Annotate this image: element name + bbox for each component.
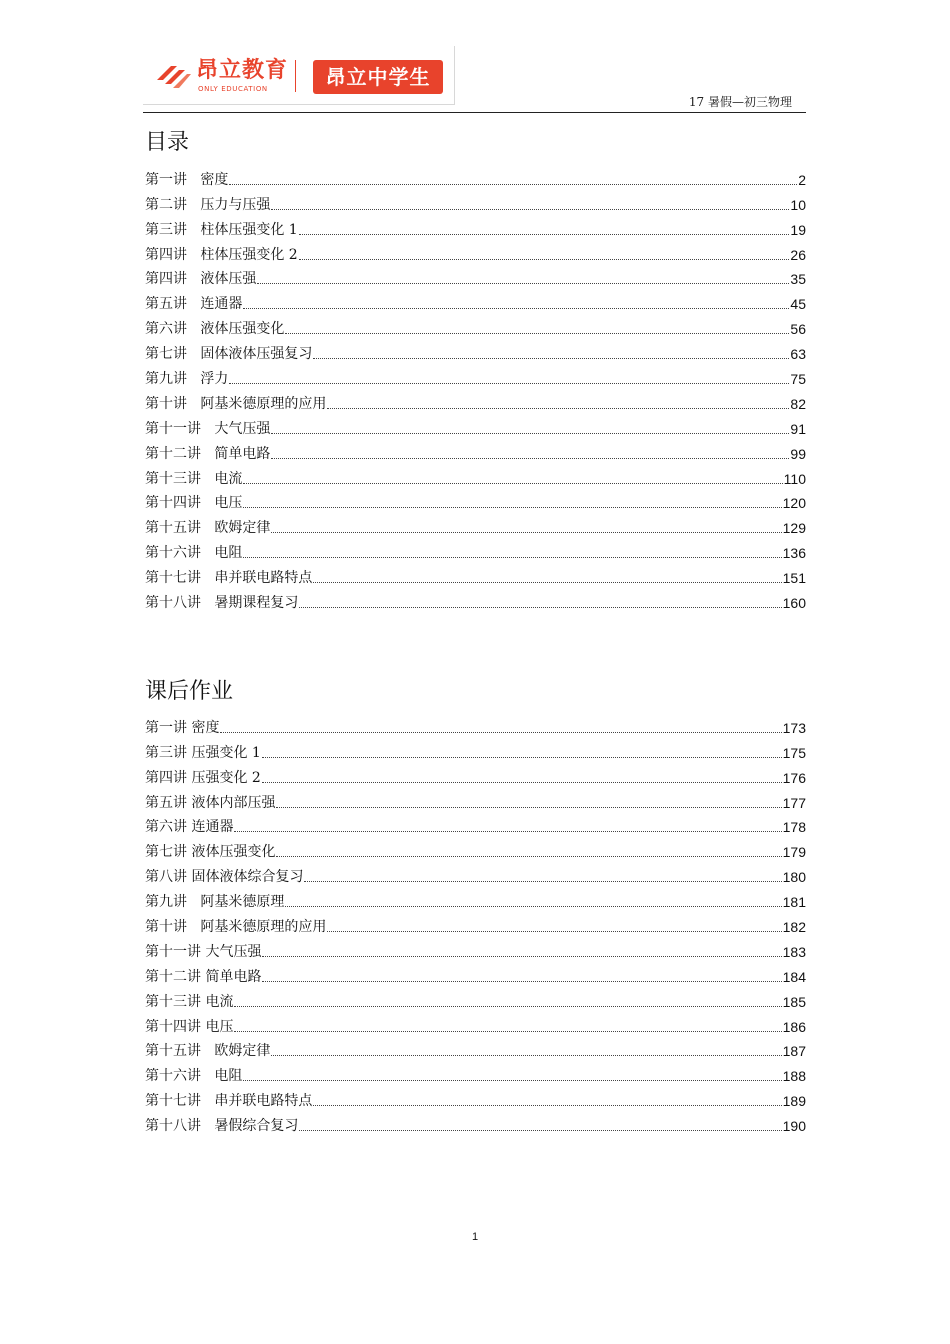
entry-page: 82 [790,395,806,412]
entry-lecture: 第十讲 [145,919,187,936]
toc-entry[interactable] [145,438,806,463]
toc-entry[interactable] [145,214,806,239]
entry-page: 189 [782,1093,806,1110]
entry-page: 173 [782,719,806,736]
entry-topic: 柱体压强变化 2 [200,246,298,263]
brand-logo-icon [153,60,193,90]
entry-lecture: 第七讲 [145,346,187,363]
dot-leader [234,1031,781,1032]
entry-lecture: 第四讲 [145,271,187,288]
dot-leader [304,881,781,882]
entry-topic: 液体压强变化 [191,844,276,861]
toc-entry[interactable] [145,911,806,936]
dot-leader [299,259,790,260]
entry-page: 190 [782,1118,806,1135]
entry-topic: 电流 [214,470,243,487]
entry-page: 56 [790,321,806,338]
dot-leader [299,1130,781,1131]
dot-leader [299,234,790,235]
dot-leader [285,333,789,334]
entry-page: 187 [782,1043,806,1060]
entry-page: 35 [790,271,806,288]
header-rule [143,112,806,113]
toc-entry[interactable] [145,1110,806,1135]
entry-page: 110 [783,470,806,487]
entry-topic: 大气压强 [214,420,271,437]
dot-leader [262,981,781,982]
toc-entry[interactable] [145,239,806,264]
dot-leader [229,184,797,185]
entry-topic: 电压 [205,1018,234,1035]
entry-topic: 阿基米德原理的应用 [200,919,327,936]
entry-topic: 柱体压强变化 1 [200,221,298,238]
toc-entry[interactable] [145,936,806,961]
page-header [143,46,806,114]
brand-subtitle: ONLY EDUCATION [198,85,268,93]
entry-page: 175 [782,744,806,761]
dot-leader [262,782,782,783]
toc-entry[interactable] [145,712,806,737]
dot-leader [271,458,789,459]
toc-entry[interactable] [145,812,806,837]
entry-page: 10 [790,196,806,213]
entry-lecture: 第七讲 [145,844,187,861]
toc-entry[interactable] [145,463,806,488]
entry-page: 26 [790,246,806,263]
entry-topic: 暑假综合复习 [214,1118,299,1135]
entry-page: 151 [782,570,806,587]
entry-topic: 阿基米德原理的应用 [200,395,327,412]
entry-topic: 连通器 [191,819,234,836]
toc-entry[interactable] [145,587,806,612]
entry-lecture: 第一讲 [145,171,187,188]
entry-lecture: 第六讲 [145,321,187,338]
toc-entry[interactable] [145,537,806,562]
toc-entry[interactable] [145,338,806,363]
toc-entry[interactable] [145,288,806,313]
entry-lecture: 第十三讲 [145,470,201,487]
entry-lecture: 第八讲 [145,869,187,886]
entry-lecture: 第十四讲 [145,495,201,512]
dot-leader [229,383,789,384]
toc-entry[interactable] [145,1036,806,1061]
entry-page: 177 [782,794,806,811]
page-number: 1 [471,1231,479,1243]
toc-entry[interactable] [145,562,806,587]
entry-lecture: 第四讲 [145,246,187,263]
entry-topic: 串并联电路特点 [214,1093,313,1110]
dot-leader [313,358,789,359]
entry-topic: 电阻 [214,1068,243,1085]
entry-page: 136 [782,545,806,562]
toc-entry[interactable] [145,961,806,986]
entry-page: 19 [790,221,806,238]
toc-entry[interactable] [145,787,806,812]
entry-topic: 串并联电路特点 [214,570,313,587]
homework-title: 课后作业 [145,679,234,704]
toc-list [145,164,806,612]
dot-leader [271,209,789,210]
entry-topic: 密度 [200,171,229,188]
entry-page: 91 [790,420,806,437]
entry-page: 45 [790,296,806,313]
toc-entry[interactable] [145,363,806,388]
entry-topic: 固体液体压强复习 [200,346,313,363]
entry-page: 180 [782,869,806,886]
dot-leader [327,408,789,409]
entry-page: 185 [782,993,806,1010]
toc-entry[interactable] [145,986,806,1011]
dot-leader [313,1105,781,1106]
dot-leader [262,757,782,758]
entry-lecture: 第五讲 [145,794,187,811]
entry-topic: 电阻 [214,545,243,562]
entry-page: 75 [790,371,806,388]
entry-lecture: 第十讲 [145,395,187,412]
dot-leader [271,1055,781,1056]
entry-lecture: 第九讲 [145,371,187,388]
dot-leader [257,283,789,284]
entry-topic: 暑期课程复习 [214,595,299,612]
entry-lecture: 第十二讲 [145,968,201,985]
toc-entry[interactable] [145,1060,806,1085]
dot-leader [271,433,789,434]
entry-topic: 密度 [191,719,220,736]
brand-badge: 昂立中学生 [313,60,443,94]
dot-leader [299,607,781,608]
entry-lecture: 第十八讲 [145,595,201,612]
entry-page: 178 [782,819,806,836]
entry-page: 176 [782,769,806,786]
entry-topic: 固体液体综合复习 [191,869,304,886]
dot-leader [276,856,781,857]
brand-divider [295,60,296,92]
entry-lecture: 第十一讲 [145,943,201,960]
entry-topic: 欧姆定律 [214,1043,271,1060]
toc-entry[interactable] [145,1085,806,1110]
entry-lecture: 第十三讲 [145,993,201,1010]
dot-leader [243,483,782,484]
dot-leader [271,532,781,533]
entry-lecture: 第十二讲 [145,445,201,462]
entry-page: 179 [782,844,806,861]
entry-page: 188 [782,1068,806,1085]
entry-lecture: 第一讲 [145,719,187,736]
entry-page: 2 [798,171,806,188]
dot-leader [243,507,781,508]
entry-page: 186 [782,1018,806,1035]
toc-entry[interactable] [145,264,806,289]
brand-name: 昂立教育 [196,58,289,83]
toc-entry[interactable] [145,886,806,911]
entry-topic: 电流 [205,993,234,1010]
toc-entry[interactable] [145,512,806,537]
entry-topic: 压力与压强 [200,196,271,213]
entry-lecture: 第十六讲 [145,545,201,562]
toc-entry[interactable] [145,164,806,189]
entry-lecture: 第十七讲 [145,1093,201,1110]
logo [143,46,455,105]
entry-topic: 电压 [214,495,243,512]
entry-page: 120 [782,495,806,512]
toc-entry[interactable] [145,1011,806,1036]
entry-topic: 浮力 [200,371,229,388]
dot-leader [243,308,789,309]
entry-lecture: 第九讲 [145,894,187,911]
entry-page: 129 [782,520,806,537]
entry-topic: 压强变化 1 [191,744,261,761]
entry-topic: 液体压强变化 [200,321,285,338]
entry-topic: 阿基米德原理 [200,894,285,911]
header-subtitle: 17 暑假—初三物理 [688,95,792,109]
dot-leader [234,831,781,832]
entry-page: 160 [782,595,806,612]
entry-lecture: 第十六讲 [145,1068,201,1085]
entry-lecture: 第五讲 [145,296,187,313]
toc-entry[interactable] [145,836,806,861]
dot-leader [243,1080,781,1081]
entry-lecture: 第二讲 [145,196,187,213]
dot-leader [327,931,781,932]
homework-list [145,712,806,1135]
entry-page: 181 [782,894,806,911]
dot-leader [262,956,781,957]
entry-page: 63 [790,346,806,363]
toc-entry[interactable] [145,313,806,338]
entry-topic: 简单电路 [205,968,262,985]
toc-entry[interactable] [145,413,806,438]
entry-topic: 欧姆定律 [214,520,271,537]
entry-topic: 大气压强 [205,943,262,960]
toc-entry[interactable] [145,488,806,513]
entry-lecture: 第四讲 [145,769,187,786]
entry-topic: 简单电路 [214,445,271,462]
dot-leader [220,732,781,733]
entry-page: 184 [782,968,806,985]
entry-lecture: 第三讲 [145,744,187,761]
entry-lecture: 第十七讲 [145,570,201,587]
entry-topic: 压强变化 2 [191,769,261,786]
entry-topic: 液体内部压强 [191,794,276,811]
toc-entry[interactable] [145,189,806,214]
dot-leader [285,906,781,907]
dot-leader [313,582,781,583]
dot-leader [243,557,781,558]
toc-entry[interactable] [145,388,806,413]
toc-entry[interactable] [145,762,806,787]
entry-lecture: 第六讲 [145,819,187,836]
entry-page: 182 [782,919,806,936]
entry-page: 183 [782,943,806,960]
entry-lecture: 第三讲 [145,221,187,238]
toc-entry[interactable] [145,861,806,886]
toc-title: 目录 [145,130,190,155]
entry-lecture: 第十五讲 [145,1043,201,1060]
entry-lecture: 第十五讲 [145,520,201,537]
entry-page: 99 [790,445,806,462]
toc-entry[interactable] [145,737,806,762]
dot-leader [276,807,781,808]
entry-lecture: 第十一讲 [145,420,201,437]
entry-topic: 连通器 [200,296,243,313]
dot-leader [234,1006,781,1007]
entry-topic: 液体压强 [200,271,257,288]
entry-lecture: 第十四讲 [145,1018,201,1035]
entry-lecture: 第十八讲 [145,1118,201,1135]
